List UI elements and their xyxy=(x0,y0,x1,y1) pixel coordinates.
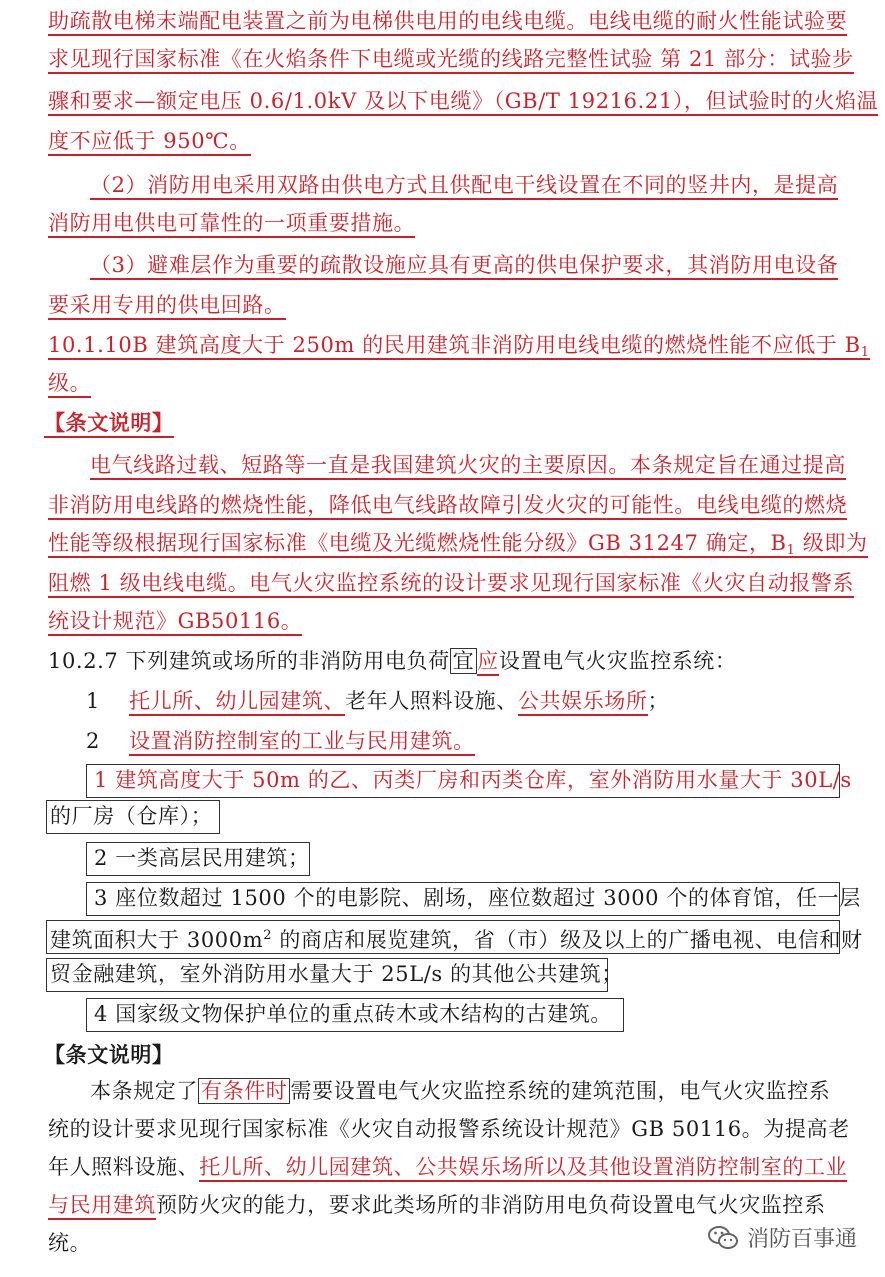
text-line: （2）消防用电采用双路由供电方式且供配电干线设置在不同的竖井内，是提高 xyxy=(90,170,838,200)
deleted-item: 2 一类高层民用建筑； xyxy=(94,846,310,870)
list-item: 1 托儿所、幼儿园建筑、老年人照料设施、公共娱乐场所； xyxy=(86,686,669,716)
text-line: 年人照料设施、托儿所、幼儿园建筑、公共娱乐场所以及其他设置消防控制室的工业 xyxy=(48,1152,847,1182)
text-line: 本条规定了 有条件时 需要设置电气火灾监控系统的建筑范围，电气火灾监控系 xyxy=(90,1079,831,1103)
deleted-item: 建筑面积大于 $3000m^2$ 的商店和展览建筑，省（市）级及以上的广播电视、电信和财 xyxy=(50,928,863,952)
section-heading: 【条文说明】 xyxy=(44,408,174,438)
wechat-icon xyxy=(707,1224,739,1252)
text-line: 与民用建筑预防火灾的能力，要求此类场所的非消防用电负荷设置电气火灾监控系 xyxy=(48,1190,826,1220)
text-line: 骤和要求—额定电压 0.6/1.0kV 及以下电缆》（GB/T 19216.21），但试验时的火焰温 xyxy=(48,86,878,116)
deleted-item: 3 座位数超过 1500 个的电影院、剧场，座位数超过 3000 个的体育馆，任一层 xyxy=(94,886,861,910)
text-line: 非消防用电线路的燃烧性能，降低电气线路故障引发火灾的可能性。电线电缆的燃烧 xyxy=(48,490,847,520)
deleted-item: 1 建筑高度大于 50m 的乙、丙类厂房和丙类仓库，室外消防用水量大于 30L/s xyxy=(94,768,852,792)
text-line: 度不应低于 950℃。 xyxy=(48,126,251,156)
text-line: 求见现行国家标准《在火焰条件下电缆或光缆的线路完整性试验 第 21 部分：试验步 xyxy=(48,44,854,74)
text-line: 电气线路过载、短路等一直是我国建筑火灾的主要原因。本条规定旨在通过提高 xyxy=(90,450,846,480)
struck-word: 宜 xyxy=(450,648,478,674)
watermark xyxy=(707,1222,857,1253)
text-line: 性能等级根据现行国家标准《电缆及光缆燃烧性能分级》GB 31247 确定，$B_1$ 级即为 xyxy=(48,531,868,558)
text-line: 级。 xyxy=(48,368,91,398)
text-line: 统设计规范》GB50116。 xyxy=(48,606,302,636)
deleted-item: 的厂房（仓库）； xyxy=(50,804,213,828)
watermark-text: 消防百事通 xyxy=(746,1227,857,1252)
section-heading: 【条文说明】 xyxy=(44,1042,174,1067)
text-line: （3）避难层作为重要的疏散设施应具有更高的供电保护要求，其消防用电设备 xyxy=(90,250,838,280)
deleted-item: 4 国家级文物保护单位的重点砖木或木结构的古建筑。 xyxy=(94,1002,613,1026)
text-line: 统的设计要求见现行国家标准《火灾自动报警系统设计规范》GB 50116。为提高老 xyxy=(48,1117,850,1141)
text-line: 统。 xyxy=(48,1231,92,1255)
clause-title: 10.1.10B 建筑高度大于 250m 的民用建筑非消防用电线电缆的燃烧性能不应低于 $B_1$ xyxy=(48,333,870,360)
text-line: 助疏散电梯末端配电装置之前为电梯供电用的电线电缆。电线电缆的耐火性能试验要 xyxy=(48,6,847,36)
text-line: 阻燃 1 级电线电缆。电气火灾监控系统的设计要求见现行国家标准《火灾自动报警系 xyxy=(48,568,854,598)
text-line: 要采用专用的供电回路。 xyxy=(48,290,286,320)
list-item: 2 设置消防控制室的工业与民用建筑。 xyxy=(86,726,475,756)
inserted-word: 有条件时 xyxy=(198,1078,290,1104)
deleted-item: 贸金融建筑，室外消防用水量大于 25L/s 的其他公共建筑； xyxy=(50,962,623,986)
text-line: 消防用电供电可靠性的一项重要措施。 xyxy=(48,208,415,238)
clause-title: 10.2.7 下列建筑或场所的非消防用电负荷 宜 应设置电气火灾监控系统： xyxy=(48,646,737,676)
